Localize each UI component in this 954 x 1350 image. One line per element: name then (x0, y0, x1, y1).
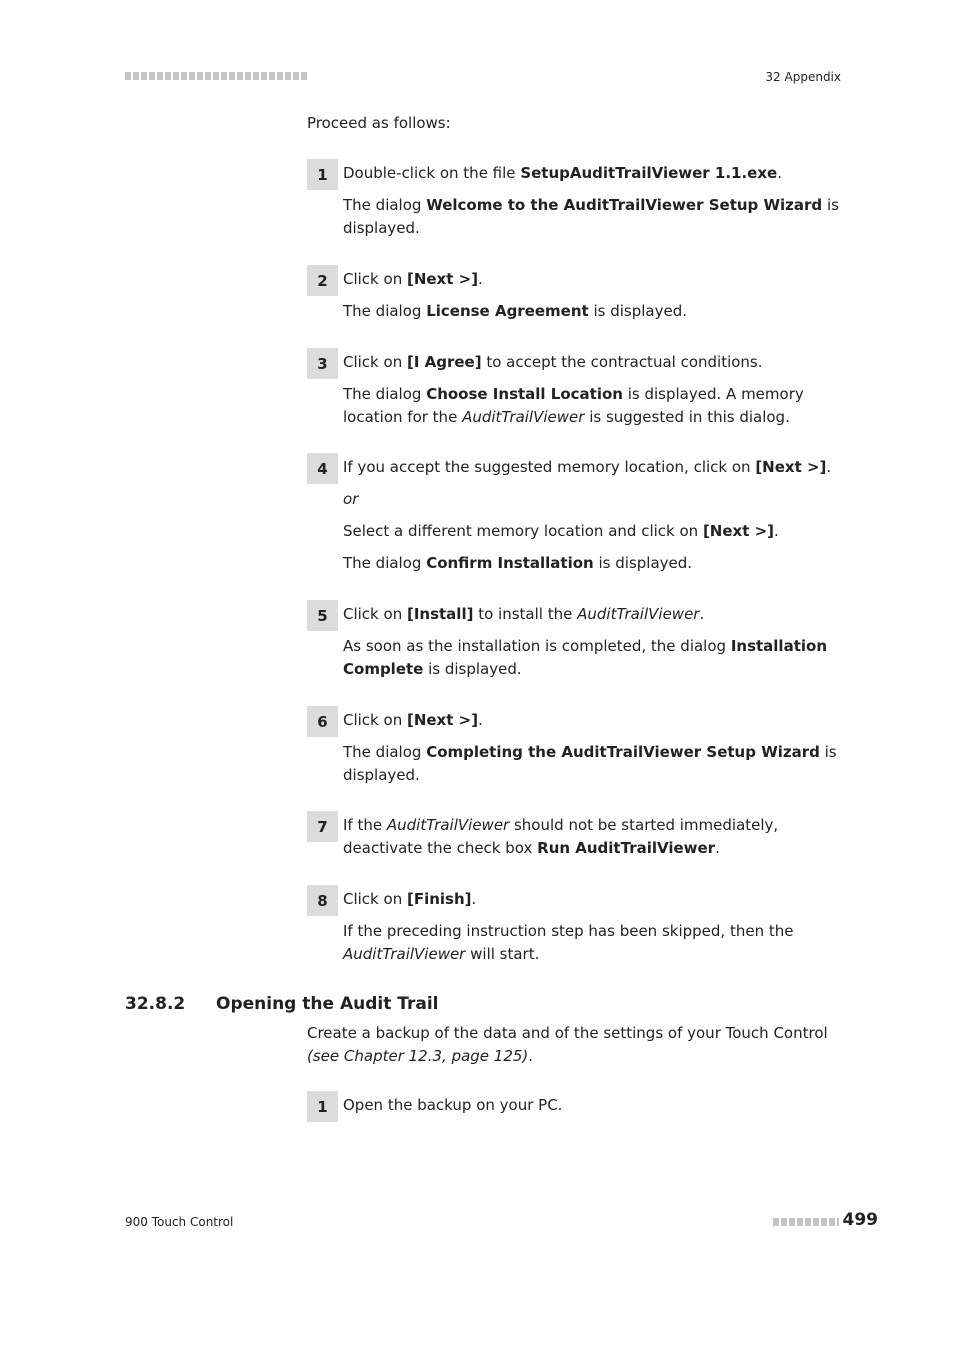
step-body (343, 888, 839, 965)
instruction: Click on [Install] to install the AuditTrailViewer. (343, 605, 705, 623)
result: The dialog License Agreement is displayed. (343, 302, 688, 320)
cross-reference-link[interactable]: (see Chapter 12.3, page 125) (307, 1046, 529, 1065)
lead-text: Proceed as follows: (307, 114, 451, 132)
step-body (343, 268, 839, 323)
instruction: Click on [Next >]. (343, 270, 483, 288)
step-body (343, 456, 839, 575)
section-intro: Create a backup of the data and of the settings of your Touch Control (see Chapter 12.3, page 125). (307, 1024, 828, 1065)
step-body (343, 162, 839, 239)
section-number: 32.8.2 (125, 994, 186, 1014)
step-body (343, 709, 839, 786)
instruction: Click on [I Agree] to accept the contractual conditions. (343, 353, 763, 371)
instruction: Click on [Next >]. (343, 711, 483, 729)
instruction: Double-click on the file SetupAuditTrailViewer 1.1.exe. (343, 164, 782, 182)
running-header: 32 Appendix (765, 70, 841, 84)
result: As soon as the installation is completed, the dialog Installation Complete is displayed. (343, 637, 827, 678)
step-number: 6 (307, 706, 338, 737)
step-number: 8 (307, 885, 338, 916)
step-body (343, 1094, 839, 1117)
step-number: 4 (307, 453, 338, 484)
section-title: Opening the Audit Trail (216, 994, 439, 1014)
step-number: 3 (307, 348, 338, 379)
or-separator: or (343, 490, 359, 508)
result: The dialog Choose Install Location is displayed. A memory location for the AuditTrailViewer is suggested in this dialog. (343, 385, 804, 426)
step-body (343, 351, 839, 428)
step-number: 1 (307, 159, 338, 190)
page-number: 499 (842, 1210, 878, 1230)
result: The dialog Confirm Installation is displayed. (343, 554, 693, 572)
alt-instruction: Select a different memory location and click on [Next >]. (343, 522, 779, 540)
step-number: 5 (307, 600, 338, 631)
result: The dialog Welcome to the AuditTrailViewer Setup Wizard is displayed. (343, 196, 839, 237)
result: The dialog Completing the AuditTrailViewer Setup Wizard is displayed. (343, 743, 837, 784)
header-decoration (125, 72, 307, 80)
instruction: Open the backup on your PC. (343, 1096, 563, 1114)
step-body (343, 814, 839, 859)
step-number: 1 (307, 1091, 338, 1122)
result: If the preceding instruction step has been skipped, then the AuditTrailViewer will start. (343, 922, 794, 963)
instruction: If the AuditTrailViewer should not be started immediately, deactivate the check box Run AuditTrailViewer. (343, 816, 779, 857)
step-number: 7 (307, 811, 338, 842)
footer-product: 900 Touch Control (125, 1215, 234, 1229)
step-body (343, 603, 839, 680)
instruction: If you accept the suggested memory location, click on [Next >]. (343, 458, 832, 476)
step-number: 2 (307, 265, 338, 296)
footer-decoration (773, 1218, 839, 1226)
instruction: Click on [Finish]. (343, 890, 477, 908)
